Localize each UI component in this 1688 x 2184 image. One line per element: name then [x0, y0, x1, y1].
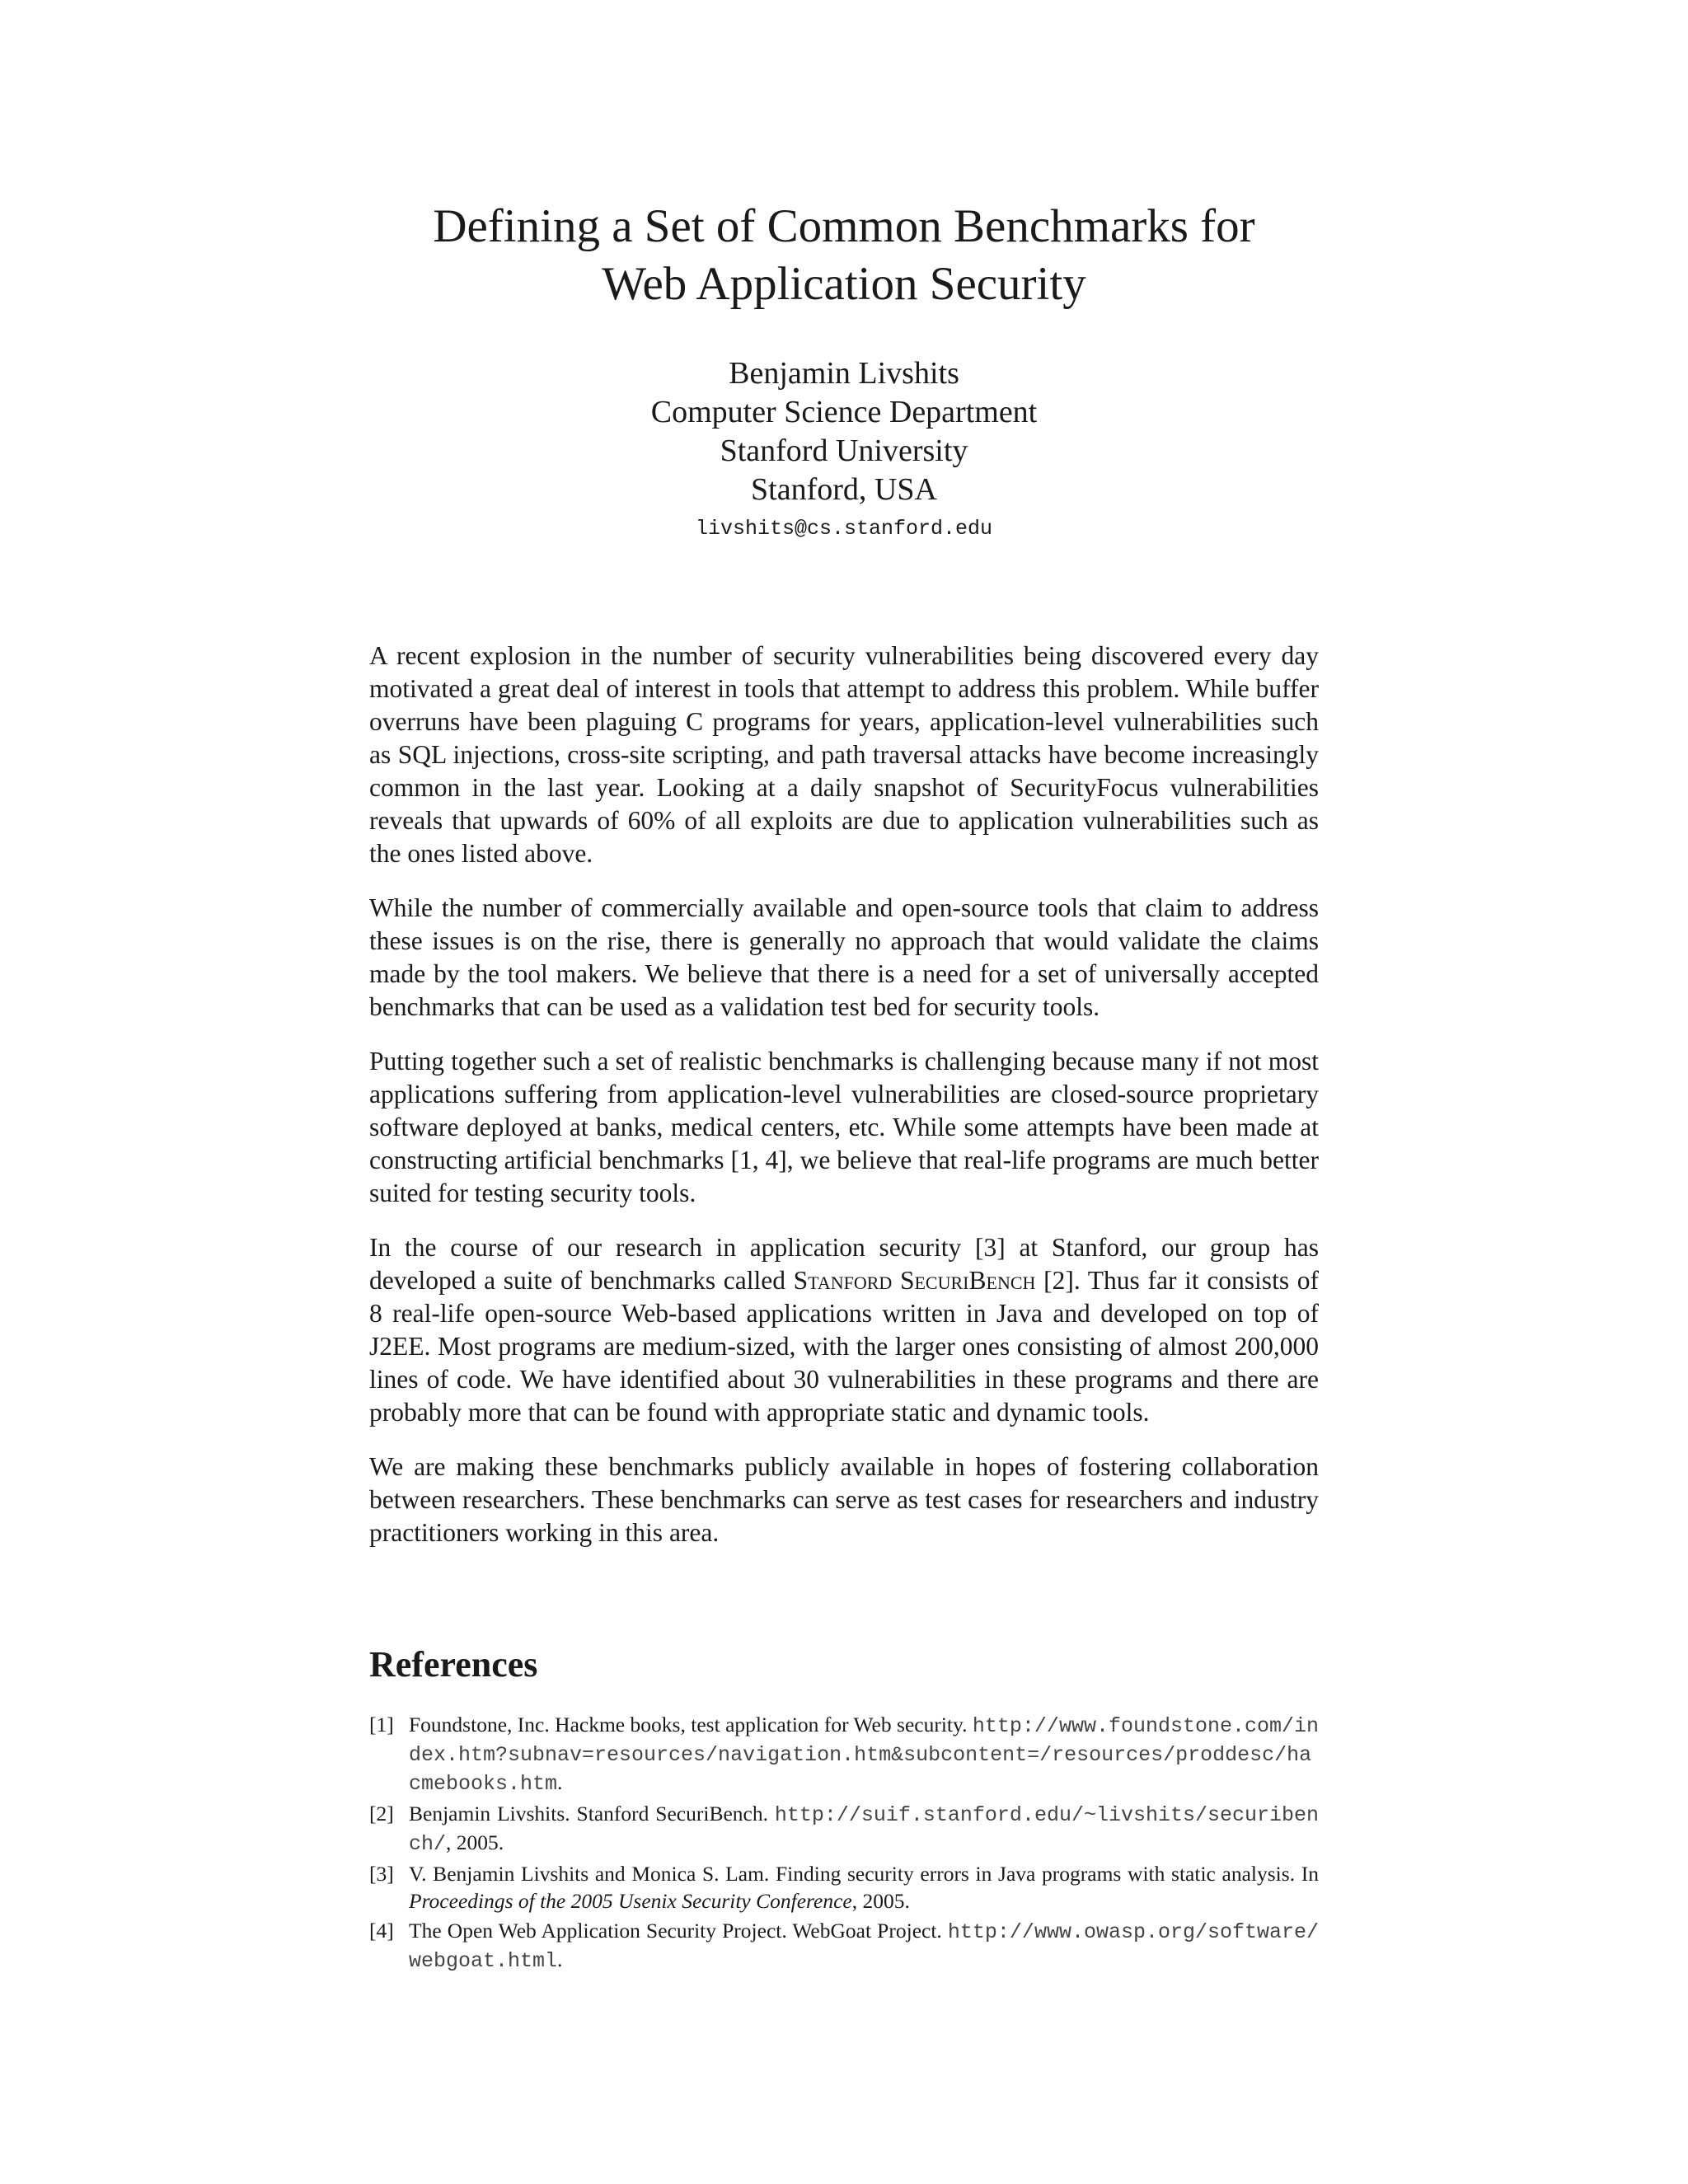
reference-number: [3]	[369, 1862, 394, 1886]
paper-title	[0, 198, 1688, 313]
reference-url[interactable]: http://suif.stanford.edu/~livshits/securibench/	[409, 1803, 1319, 1856]
author-block	[0, 354, 1688, 546]
reference-venue: Proceedings of the 2005 Usenix Security Conference	[409, 1889, 852, 1913]
reference-url[interactable]: http://www.owasp.org/software/webgoat.html	[409, 1920, 1319, 1973]
references-list	[369, 1711, 1319, 1977]
reference-number: [1]	[369, 1713, 394, 1736]
reference-text: Foundstone, Inc. Hackme books, test application for Web security.	[409, 1713, 973, 1736]
paragraph-2: While the number of commercially available and open-source tools that claim to address these issues is on the rise, there is generally no approach that would validate the claims made by the tool makers. We believe that there is a need for a set of universally accepted benchmarks that can be used as a validation test bed for security tools.	[369, 893, 1319, 1021]
paragraph-1: A recent explosion in the number of security vulnerabilities being discovered every day motivated a great deal of interest in tools that attempt to address this problem. While buffer overruns have been plaguing C programs for years, application-level vulnerabilities such as SQL injections, cross-site scripting, and path traversal attacks have become increasingly common in the last year. Looking at a daily snapshot of SecurityFocus vulnerabilities reveals that upwards of 60% of all exploits are due to application vulnerabilities such as the ones listed above.	[369, 641, 1319, 868]
reference-tail: , 2005.	[851, 1889, 910, 1913]
reference-item	[369, 1917, 1319, 1975]
author-name: Benjamin Livshits	[729, 356, 959, 391]
reference-item	[369, 1711, 1319, 1797]
abstract-body	[369, 640, 1319, 1571]
reference-text: Benjamin Livshits. Stanford SecuriBench.	[409, 1802, 775, 1825]
author-email[interactable]: livshits@cs.stanford.edu	[695, 517, 993, 541]
title-line-1: Defining a Set of Common Benchmarks for	[433, 200, 1255, 252]
reference-item	[369, 1860, 1319, 1915]
paragraph-5: We are making these benchmarks publicly available in hopes of fostering collaboration between researchers. These benchmarks can serve as test cases for researchers and industry practitioners working in this area.	[369, 1452, 1319, 1547]
reference-text: The Open Web Application Security Project. WebGoat Project.	[409, 1919, 948, 1943]
reference-number: [2]	[369, 1802, 394, 1825]
author-department: Computer Science Department	[650, 395, 1038, 429]
paragraph-4-end: [2]. Thus far it consists of 8 real-life open-source Web-based applications written in Java and developed on top of J2EE. Most programs are medium-sized, with the larger ones consisting of almost 200,000 lines of code. We have identified about 30 vulnerabilities in these programs and there are probably more that can be found with appropriate static and dynamic tools.	[369, 1266, 1319, 1427]
benchmark-name: Stanford SecuriBench	[793, 1266, 1036, 1295]
reference-tail: .	[557, 1947, 563, 1971]
title-line-2: Web Application Security	[602, 258, 1086, 310]
reference-text: V. Benjamin Livshits and Monica S. Lam. Finding security errors in Java programs with static analysis. In	[409, 1862, 1319, 1886]
reference-tail: , 2005.	[446, 1830, 504, 1854]
reference-item	[369, 1800, 1319, 1858]
reference-tail: .	[557, 1770, 563, 1794]
reference-url[interactable]: http://www.foundstone.com/index.htm?subnav=resources/navigation.htm&subcontent=/resources/proddesc/hacmebooks.htm	[409, 1714, 1319, 1796]
author-location: Stanford, USA	[751, 472, 937, 507]
paragraph-3: Putting together such a set of realistic benchmarks is challenging because many if not most applications suffering from application-level vulnerabilities are closed-source proprietary software deployed at banks, medical centers, etc. While some attempts have been made at constructing artificial benchmarks [1, 4], we believe that real-life programs are much better suited for testing security tools.	[369, 1047, 1319, 1207]
paragraph-4	[369, 1231, 1319, 1429]
author-university: Stanford University	[720, 434, 968, 468]
references-heading: References	[369, 1644, 538, 1685]
reference-number: [4]	[369, 1919, 394, 1943]
paragraph-4-start: In the course of our research in application security [3] at Stanford, our group has developed a suite of benchmarks called	[369, 1233, 1319, 1295]
